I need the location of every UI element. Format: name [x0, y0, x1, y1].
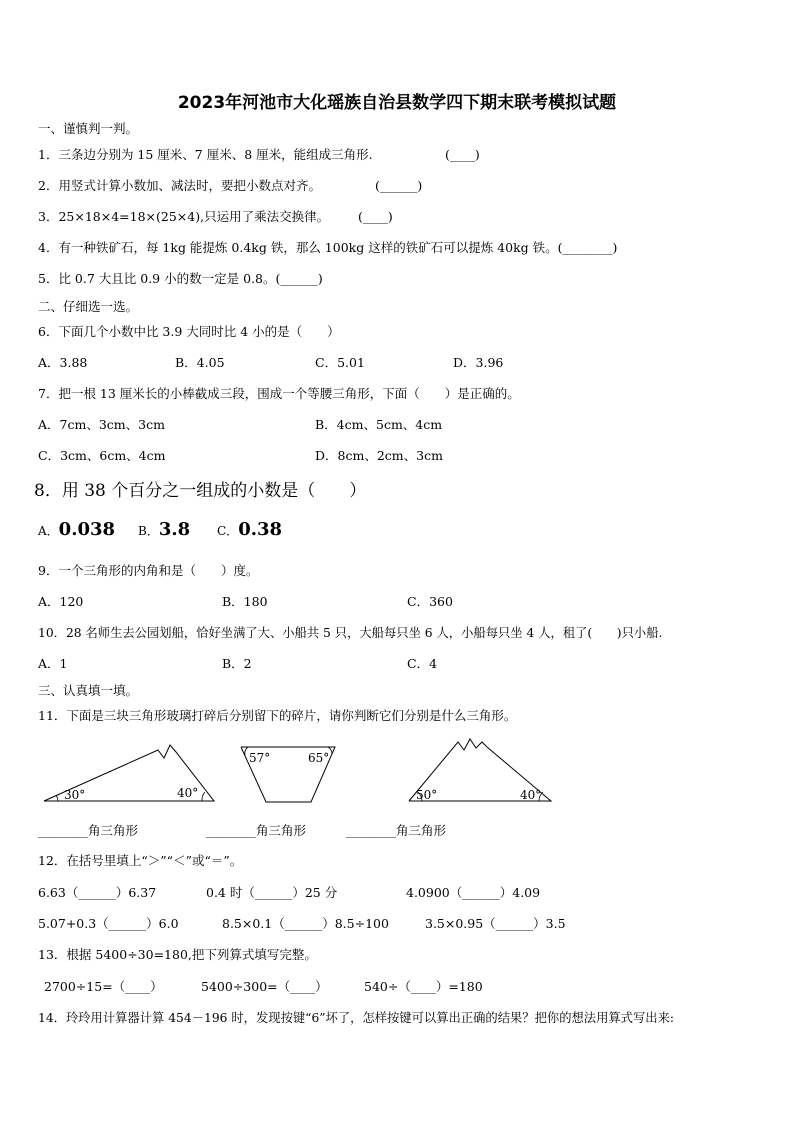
question-2-blank[interactable]: (______) [375, 178, 423, 193]
q8-option-c-letter: C． [217, 524, 239, 538]
q10-option-c[interactable]: C．4 [407, 656, 438, 671]
q7-option-c[interactable]: C．3cm、6cm、4cm [38, 448, 166, 463]
q6-option-a[interactable]: A．3.88 [38, 355, 88, 370]
q6-option-c[interactable]: C．5.01 [315, 355, 365, 370]
question-9: 9．一个三角形的内角和是（ ）度。 [38, 563, 259, 578]
q12-item-3[interactable]: 4.0900（______）4.09 [406, 885, 541, 900]
q8-option-a-letter: A． [38, 524, 59, 538]
q8-option-c[interactable] [217, 519, 283, 540]
q8-option-b-letter: B． [138, 524, 159, 538]
triangle-fragment-1 [42, 738, 217, 806]
q9-option-b[interactable]: B．180 [222, 594, 268, 609]
q12-item-4[interactable]: 5.07+0.3（______）6.0 [38, 916, 179, 931]
q8-option-a[interactable] [38, 519, 116, 540]
question-14: 14．玲玲用计算器计算 454－196 时，发现按键“6”坏了，怎样按键可以算出正确的结果？把你的想法用算式写出来: [38, 1011, 675, 1025]
q12-item-1[interactable]: 6.63（______）6.37 [38, 885, 157, 900]
question-1-blank[interactable]: (____) [445, 147, 480, 162]
tri2-angle-right: 65° [308, 751, 330, 765]
triangle-fragment-3 [406, 736, 556, 806]
question-3: 3．25×18×4=18×(25×4),只运用了乘法交换律。 [38, 209, 330, 224]
q7-option-d[interactable]: D．8cm、2cm、3cm [315, 448, 443, 463]
q11-answer-1[interactable]: ________角三角形 [38, 823, 139, 838]
tri1-angle-right: 40° [177, 786, 199, 800]
q13-item-1[interactable]: 2700÷15=（____） [44, 979, 163, 994]
section-2-heading: 二、仔细选一选。 [38, 299, 139, 314]
q10-option-a[interactable]: A．1 [38, 656, 68, 671]
triangle-fragment-2 [238, 744, 340, 806]
q12-item-6[interactable]: 3.5×0.95（______）3.5 [425, 916, 566, 931]
q9-option-c[interactable]: C．360 [407, 594, 453, 609]
question-10: 10．28 名师生去公园划船，恰好坐满了大、小船共 5 只，大船每只坐 6 人，小船每只坐 4 人，租了( )只小船. [38, 626, 663, 640]
tri3-angle-right: 40° [520, 788, 542, 802]
q11-answer-2[interactable]: ________角三角形 [206, 823, 307, 838]
tri3-angle-left: 50° [416, 788, 438, 802]
q6-option-b[interactable]: B．4.05 [175, 355, 225, 370]
question-12: 12．在括号里填上“＞”“＜”或“＝”。 [38, 853, 243, 868]
q7-option-a[interactable]: A．7cm、3cm、3cm [38, 417, 165, 432]
q6-option-d[interactable]: D．3.96 [453, 355, 504, 370]
question-6: 6．下面几个小数中比 3.9 大同时比 4 小的是（ ） [38, 324, 340, 339]
tri1-angle-left: 30° [64, 788, 86, 802]
question-2: 2．用竖式计算小数加、减法时，要把小数点对齐。 [38, 178, 321, 193]
question-13: 13．根据 5400÷30=180,把下列算式填写完整。 [38, 947, 317, 962]
question-5: 5．比 0.7 大且比 0.9 小的数一定是 0.8。(______) [38, 271, 323, 286]
q8-option-b-value: 3.8 [158, 519, 191, 540]
question-11: 11．下面是三块三角形玻璃打碎后分别留下的碎片，请你判断它们分别是什么三角形。 [38, 708, 517, 723]
q12-item-2[interactable]: 0.4 时（______）25 分 [206, 885, 338, 900]
q11-answer-3[interactable]: ________角三角形 [346, 823, 447, 838]
q7-option-b[interactable]: B．4cm、5cm、4cm [315, 417, 443, 432]
question-3-blank[interactable]: (____) [358, 209, 393, 224]
question-4: 4．有一种铁矿石，每 1kg 能提炼 0.4kg 铁，那么 100kg 这样的铁矿石可以提炼 40kg 铁。(________) [38, 240, 618, 255]
q8-option-c-value: 0.38 [238, 519, 283, 540]
question-1: 1．三条边分别为 15 厘米、7 厘米、8 厘米，能组成三角形. [38, 147, 373, 162]
section-1-heading: 一、谨慎判一判。 [38, 121, 139, 136]
tri2-angle-left: 57° [249, 751, 271, 765]
question-8: 8．用 38 个百分之一组成的小数是（ ） [34, 481, 367, 501]
q13-item-3[interactable]: 540÷（____）=180 [364, 979, 483, 994]
q9-option-a[interactable]: A．120 [38, 594, 84, 609]
page-title: 2023年河池市大化瑶族自治县数学四下期末联考模拟试题 [177, 93, 617, 113]
q13-item-2[interactable]: 5400÷300=（____） [201, 979, 328, 994]
question-7: 7．把一根 13 厘米长的小棒截成三段，围成一个等腰三角形，下面（ ）是正确的。 [38, 386, 520, 401]
q8-option-a-value: 0.038 [58, 519, 116, 540]
q12-item-5[interactable]: 8.5×0.1（______）8.5÷100 [222, 916, 389, 931]
section-3-heading: 三、认真填一填。 [38, 683, 139, 698]
q8-option-b[interactable] [138, 519, 191, 540]
q10-option-b[interactable]: B．2 [222, 656, 252, 671]
